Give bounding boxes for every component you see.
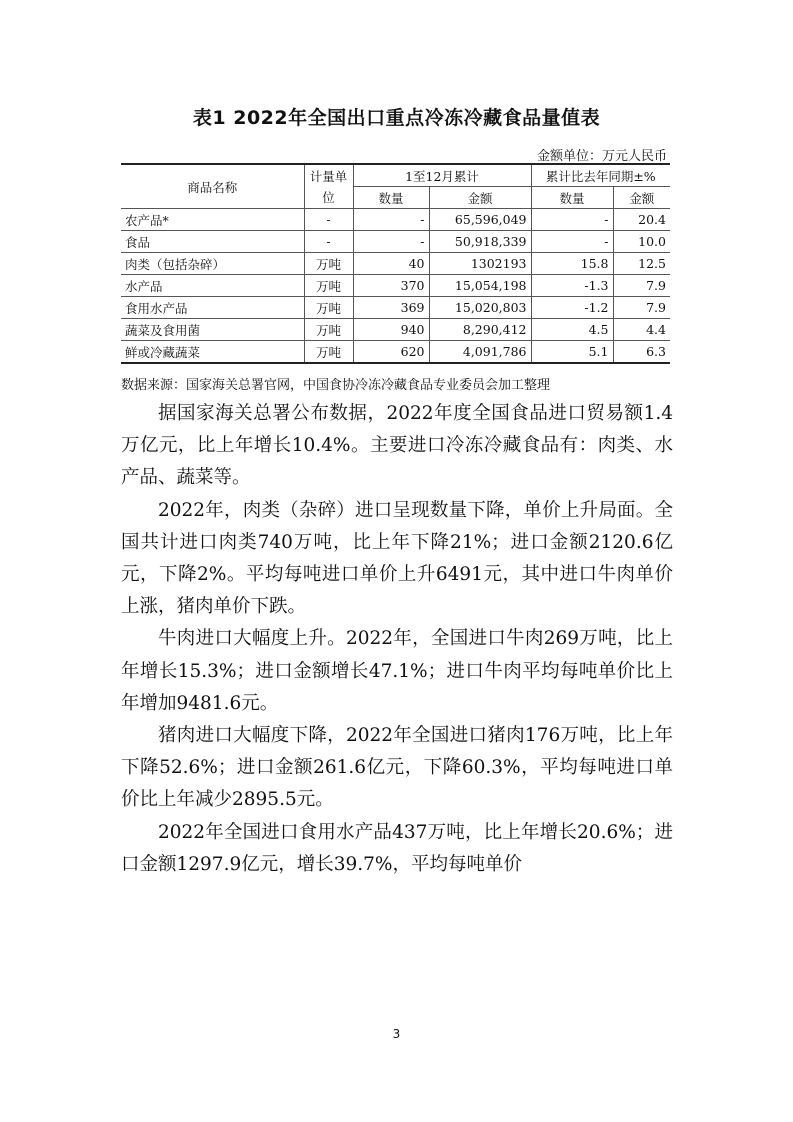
header-yoy: 累计比去年同期±% bbox=[531, 164, 670, 187]
cell-amount-pct: 10.0 bbox=[613, 231, 670, 253]
cell-amount: 65,596,049 bbox=[429, 209, 531, 231]
cell-qty: 370 bbox=[353, 275, 429, 297]
table-row bbox=[121, 319, 670, 341]
unit-note: 金额单位：万元人民币 bbox=[536, 149, 667, 164]
cell-amount: 50,918,339 bbox=[429, 231, 531, 253]
paragraph: 2022年，肉类（杂碎）进口呈现数量下降，单价上升局面。全国共计进口肉类740万吨，比上年下降21%；进口金额2120.6亿元，下降2%。平均每吨进口单价上升6491元，其中进口牛肉单价上涨，猪肉单价下跌。 bbox=[121, 499, 673, 618]
cell-qty-pct: -1.2 bbox=[531, 297, 613, 319]
cell-qty: - bbox=[353, 209, 429, 231]
table-row bbox=[121, 275, 670, 297]
cell-unit: 万吨 bbox=[304, 253, 353, 275]
table-row bbox=[121, 341, 670, 364]
cell-amount: 4,091,786 bbox=[429, 341, 531, 364]
cell-unit: 万吨 bbox=[304, 319, 353, 341]
header-unit: 计量单位 bbox=[304, 164, 353, 209]
table-title: 表1 2022年全国出口重点冷冻冷藏食品量值表 bbox=[192, 107, 601, 129]
page-number: 3 bbox=[392, 1027, 401, 1041]
table-row bbox=[121, 209, 670, 231]
paragraph: 猪肉进口大幅度下降，2022年全国进口猪肉176万吨，比上年下降52.6%；进口金额261.6亿元，下降60.3%，平均每吨进口单价比上年减少2895.5元。 bbox=[121, 725, 673, 811]
cell-qty-pct: - bbox=[531, 209, 613, 231]
cell-amount-pct: 4.4 bbox=[613, 319, 670, 341]
header-cumulative: 1至12月累计 bbox=[353, 164, 531, 187]
cell-name: 水产品 bbox=[121, 275, 304, 297]
cell-unit: 万吨 bbox=[304, 275, 353, 297]
cell-name: 农产品* bbox=[121, 209, 304, 231]
cell-unit: 万吨 bbox=[304, 341, 353, 364]
cell-amount-pct: 7.9 bbox=[613, 275, 670, 297]
cell-amount: 8,290,412 bbox=[429, 319, 531, 341]
cell-qty: - bbox=[353, 231, 429, 253]
table-header-row-1 bbox=[121, 164, 670, 187]
paragraph: 据国家海关总署公布数据，2022年度全国食品进口贸易额1.4万亿元，比上年增长10.4%。主要进口冷冻冷藏食品有：肉类、水产品、蔬菜等。 bbox=[121, 403, 673, 489]
header-name: 商品名称 bbox=[121, 164, 304, 209]
cell-unit: 万吨 bbox=[304, 297, 353, 319]
cell-amount-pct: 12.5 bbox=[613, 253, 670, 275]
cell-name: 蔬菜及食用菌 bbox=[121, 319, 304, 341]
cell-amount: 15,020,803 bbox=[429, 297, 531, 319]
cell-unit: - bbox=[304, 209, 353, 231]
cell-qty: 369 bbox=[353, 297, 429, 319]
cell-qty-pct: - bbox=[531, 231, 613, 253]
cell-name: 肉类（包括杂碎） bbox=[121, 253, 304, 275]
table-row bbox=[121, 297, 670, 319]
cell-qty-pct: 4.5 bbox=[531, 319, 613, 341]
cell-name: 鲜或冷藏蔬菜 bbox=[121, 341, 304, 364]
data-table bbox=[121, 163, 670, 364]
cell-amount: 1302193 bbox=[429, 253, 531, 275]
cell-qty: 40 bbox=[353, 253, 429, 275]
header-amount-pct: 金额 bbox=[613, 187, 670, 209]
cell-qty: 940 bbox=[353, 319, 429, 341]
cell-qty-pct: 15.8 bbox=[531, 253, 613, 275]
header-qty: 数量 bbox=[353, 187, 429, 209]
paragraph: 牛肉进口大幅度上升。2022年，全国进口牛肉269万吨，比上年增长15.3%；进口金额增长47.1%；进口牛肉平均每吨单价比上年增加9481.6元。 bbox=[121, 628, 673, 714]
body-text bbox=[121, 398, 673, 881]
cell-amount-pct: 20.4 bbox=[613, 209, 670, 231]
table-row bbox=[121, 231, 670, 253]
header-qty-pct: 数量 bbox=[531, 187, 613, 209]
cell-unit: - bbox=[304, 231, 353, 253]
cell-amount-pct: 7.9 bbox=[613, 297, 670, 319]
cell-name: 食品 bbox=[121, 231, 304, 253]
header-amount: 金额 bbox=[429, 187, 531, 209]
cell-qty: 620 bbox=[353, 341, 429, 364]
cell-amount-pct: 6.3 bbox=[613, 341, 670, 364]
cell-qty-pct: -1.3 bbox=[531, 275, 613, 297]
paragraph: 2022年全国进口食用水产品437万吨，比上年增长20.6%；进口金额1297.9亿元，增长39.7%，平均每吨单价 bbox=[121, 821, 673, 875]
cell-name: 食用水产品 bbox=[121, 297, 304, 319]
cell-qty-pct: 5.1 bbox=[531, 341, 613, 364]
table-row bbox=[121, 253, 670, 275]
cell-amount: 15,054,198 bbox=[429, 275, 531, 297]
source-note: 数据来源：国家海关总署官网，中国食协冷冻冷藏食品专业委员会加工整理 bbox=[121, 378, 551, 393]
